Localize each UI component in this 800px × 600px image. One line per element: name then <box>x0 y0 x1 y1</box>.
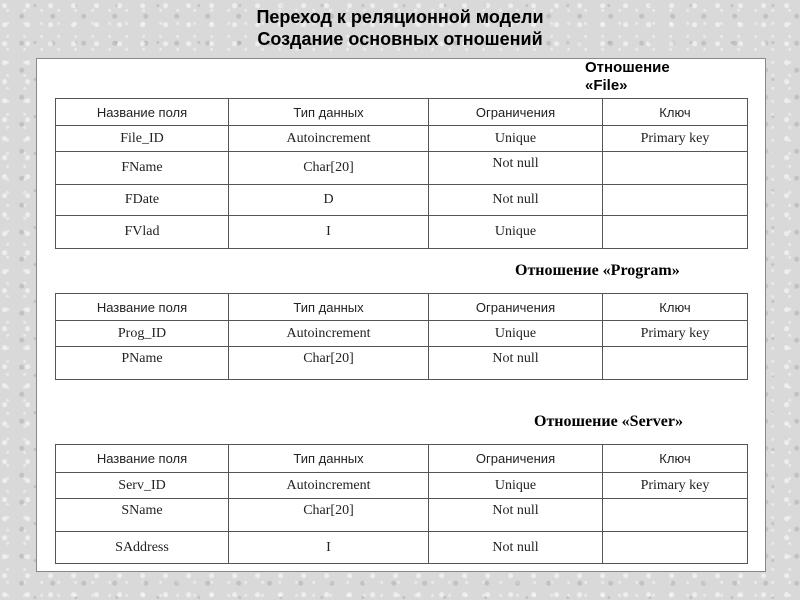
cell-data-type: I <box>229 216 429 249</box>
cell-data-type: Autoincrement <box>229 321 429 347</box>
table-row <box>56 185 748 216</box>
cell-key <box>603 216 748 249</box>
cell-key <box>603 347 748 380</box>
slide-title-line-1: Переход к реляционной модели <box>256 7 544 27</box>
table-header-row <box>56 445 748 473</box>
header-constraints: Ограничения <box>429 294 603 321</box>
cell-key: Primary key <box>603 321 748 347</box>
cell-field-name: FName <box>56 152 229 185</box>
cell-constraints: Not null <box>429 499 603 532</box>
table-row <box>56 152 748 185</box>
cell-data-type: Char[20] <box>229 347 429 380</box>
relation-file-caption-line-2: «File» <box>585 77 628 94</box>
relation-server-table <box>55 444 748 564</box>
cell-data-type: Char[20] <box>229 152 429 185</box>
table-row <box>56 347 748 380</box>
cell-field-name: PName <box>56 347 229 380</box>
table-row <box>56 532 748 564</box>
header-field-name: Название поля <box>56 294 229 321</box>
table-header-row <box>56 99 748 126</box>
header-data-type: Тип данных <box>229 99 429 126</box>
relation-program-caption: Отношение «Program» <box>515 262 680 279</box>
cell-data-type: D <box>229 185 429 216</box>
document-page <box>36 58 766 572</box>
cell-field-name: File_ID <box>56 126 229 152</box>
header-field-name: Название поля <box>56 99 229 126</box>
cell-constraints: Unique <box>429 321 603 347</box>
cell-field-name: Serv_ID <box>56 473 229 499</box>
cell-field-name: SAddress <box>56 532 229 564</box>
header-data-type: Тип данных <box>229 294 429 321</box>
relation-file-caption <box>585 59 705 95</box>
table-row <box>56 473 748 499</box>
header-field-name: Название поля <box>56 445 229 473</box>
relation-file-caption-line-1: Отношение <box>585 59 670 76</box>
cell-key <box>603 532 748 564</box>
cell-field-name: Prog_ID <box>56 321 229 347</box>
cell-field-name: FDate <box>56 185 229 216</box>
slide-title <box>0 6 800 50</box>
table-row <box>56 321 748 347</box>
table-row <box>56 126 748 152</box>
header-key: Ключ <box>603 99 748 126</box>
cell-constraints: Unique <box>429 473 603 499</box>
cell-field-name: FVlad <box>56 216 229 249</box>
cell-data-type: Autoincrement <box>229 473 429 499</box>
relation-file-table <box>55 98 748 249</box>
cell-constraints: Not null <box>429 152 603 185</box>
cell-constraints: Unique <box>429 216 603 249</box>
slide-title-line-2: Создание основных отношений <box>257 29 543 49</box>
cell-constraints: Not null <box>429 185 603 216</box>
table-row <box>56 216 748 249</box>
header-constraints: Ограничения <box>429 99 603 126</box>
cell-data-type: Autoincrement <box>229 126 429 152</box>
cell-data-type: I <box>229 532 429 564</box>
cell-constraints: Not null <box>429 347 603 380</box>
relation-server-caption: Отношение «Server» <box>534 413 683 430</box>
cell-key <box>603 499 748 532</box>
header-constraints: Ограничения <box>429 445 603 473</box>
cell-key: Primary key <box>603 126 748 152</box>
table-header-row <box>56 294 748 321</box>
header-key: Ключ <box>603 294 748 321</box>
header-data-type: Тип данных <box>229 445 429 473</box>
cell-field-name: SName <box>56 499 229 532</box>
cell-data-type: Char[20] <box>229 499 429 532</box>
relation-program-table <box>55 293 748 380</box>
cell-key <box>603 152 748 185</box>
table-row <box>56 499 748 532</box>
cell-constraints: Unique <box>429 126 603 152</box>
cell-key <box>603 185 748 216</box>
header-key: Ключ <box>603 445 748 473</box>
cell-key: Primary key <box>603 473 748 499</box>
cell-constraints: Not null <box>429 532 603 564</box>
